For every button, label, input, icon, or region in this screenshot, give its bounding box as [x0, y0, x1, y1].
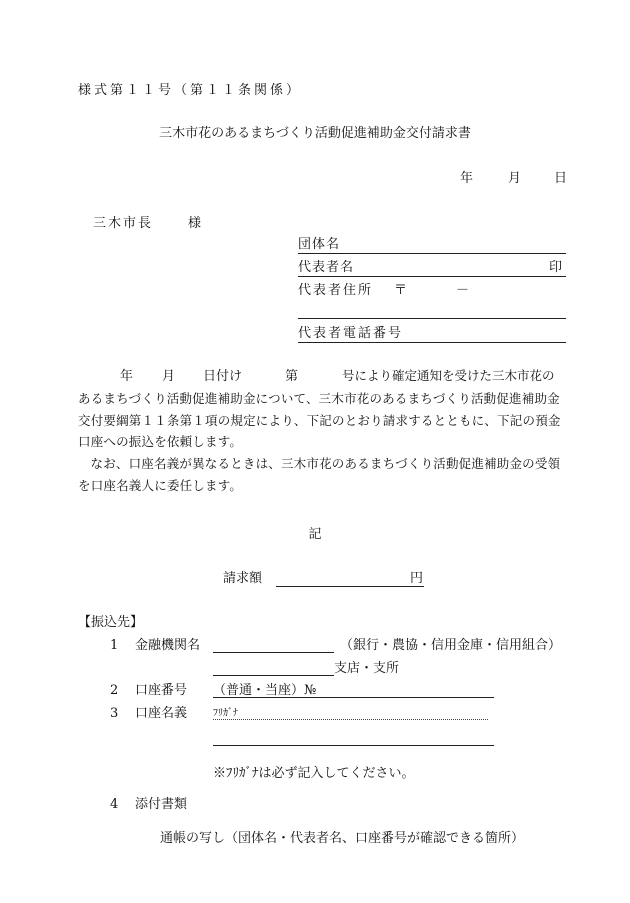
- item-4-number: 4: [110, 797, 119, 812]
- p1-rest-first: 号により確定通知を受けた三木市花の: [342, 368, 555, 383]
- account-type-text: （普通・当座）№: [213, 683, 317, 698]
- furigana-label: ﾌﾘｶﾞﾅ: [213, 708, 238, 719]
- phone-label: 代表者電話番号: [298, 326, 404, 341]
- bank-name-label: 金融機関名: [135, 638, 201, 653]
- account-number-label: 口座番号: [135, 683, 188, 698]
- transfer-heading: 【振込先】: [78, 615, 144, 630]
- postal-dash: －: [456, 283, 470, 298]
- branch-name-field[interactable]: [213, 675, 334, 676]
- form-number: 様式第１１号（第１１条関係）: [78, 83, 303, 98]
- p1-date-suffix: 日付け: [203, 369, 243, 384]
- address-label: 代表者住所: [298, 283, 374, 298]
- ki-mark: 記: [308, 527, 322, 542]
- postal-mark: 〒: [394, 283, 408, 298]
- account-holder-label: 口座名義: [135, 706, 188, 721]
- furigana-note: ※ﾌﾘｶﾞﾅは必ず記入してください。: [213, 766, 415, 781]
- addressee-name: 三木市長: [93, 216, 154, 231]
- address-field[interactable]: [298, 318, 566, 319]
- branch-suffix: 支店・支所: [334, 661, 400, 676]
- date-day: 日: [554, 171, 568, 186]
- attachment-description: 通帳の写し（団体名・代表者名、口座番号が確認できる箇所）: [160, 831, 525, 846]
- claim-label: 請求額: [223, 571, 263, 586]
- body-paragraph-1: あるまちづくり活動促進補助金について、三木市花のあるまちづくり活動促進補助金交付要綱第１１条第１項の規定により、下記のとおり請求するとともに、下記の預金口座への振込を依頼します。: [78, 391, 561, 449]
- bank-name-field[interactable]: [213, 652, 334, 653]
- account-holder-field[interactable]: [213, 745, 494, 746]
- p1-dai: 第: [285, 369, 299, 384]
- item-3-number: 3: [110, 706, 119, 721]
- seal-mark: 印: [549, 260, 563, 275]
- claim-unit: 円: [410, 571, 424, 586]
- bank-type-options: （銀行・農協・信用金庫・信用組合）: [340, 638, 562, 653]
- addressee-honorific: 様: [188, 216, 202, 231]
- item-1-number: 1: [110, 638, 119, 653]
- item-2-number: 2: [110, 683, 119, 698]
- account-number-field[interactable]: [213, 697, 494, 698]
- date-month: 月: [508, 171, 522, 186]
- representative-label: 代表者名: [298, 260, 355, 275]
- claim-amount-field[interactable]: [276, 586, 424, 587]
- group-name-field[interactable]: [298, 253, 566, 254]
- p1-month: 月: [162, 369, 176, 384]
- document-title: 三木市花のあるまちづくり活動促進補助金交付請求書: [159, 126, 471, 141]
- furigana-field[interactable]: [213, 719, 488, 720]
- group-name-label: 団体名: [298, 237, 341, 252]
- p1-year: 年: [120, 369, 134, 384]
- attachment-label: 添付書類: [135, 797, 188, 812]
- body-paragraph-2: なお、口座名義が異なるときは、三木市花のあるまちづくり活動促進補助金の受領を口座名義人に委任します。: [78, 456, 561, 493]
- date-year: 年: [460, 171, 474, 186]
- representative-field[interactable]: [298, 276, 566, 277]
- phone-field[interactable]: [298, 342, 566, 343]
